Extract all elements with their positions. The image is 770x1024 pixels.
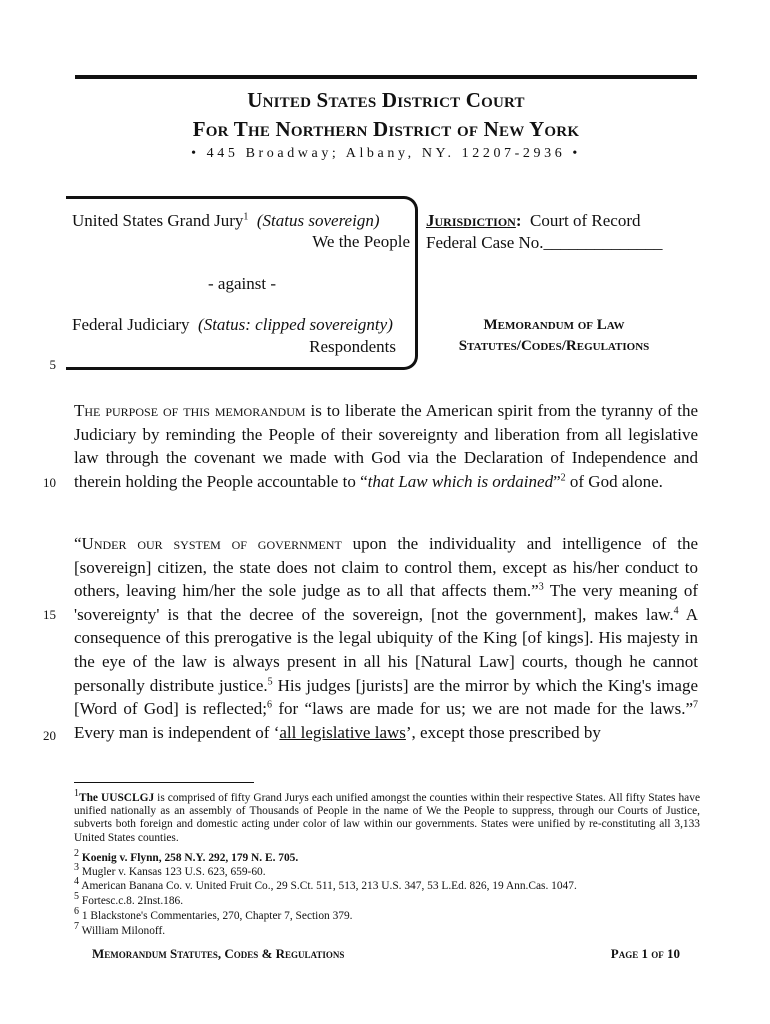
footnote-text: Mugler v. Kansas 123 U.S. 623, 659-60. (81, 866, 266, 878)
footnote-text: is comprised of fifty Grand Jurys each unified amongst the counties within their respective States. All fifty States have unified nationally as an assembly of Thousands of People in the name of We the People to suppress, through our Courts of Justice, subverts both foreign and domestic acting under color of law within our governments. States were unified by re-constituting all 3,133 United States counties. (74, 792, 700, 844)
footnote-ref: 5 (267, 675, 273, 687)
quoted-phrase: that Law which is ordained (367, 471, 554, 491)
footnote-bold: The UUSCLGJ (79, 792, 155, 804)
footnote-ref: 3 (538, 581, 544, 593)
footnote-number: 1 (74, 788, 79, 800)
footnote-ref: 7 (693, 699, 698, 711)
footnote-text: William Milonoff. (81, 925, 166, 937)
versus-label: - against - (208, 274, 276, 293)
footnote-number: 5 (74, 891, 79, 903)
paragraph-text: upon the individuality and intelligence of the [sovereign] citizen, the state does not claim to control them, except as his/her conduct to others, leaving him/her the sole judge as to all that affects them.” (74, 534, 698, 601)
footnote-text: 1 Blackstone's Commentaries, 270, Chapter 7, Section 379. (81, 910, 353, 922)
court-district (75, 117, 697, 142)
line-number: 20 (43, 728, 56, 743)
paragraph-text: Every man is independent of ‘ (74, 722, 280, 742)
court-name (75, 88, 697, 113)
footnote-ref: 1 (243, 211, 249, 223)
footnote-number: 3 (74, 862, 79, 874)
line-number: 10 (43, 475, 56, 490)
paragraph-lead: The purpose of this memorandum (74, 401, 306, 420)
paragraph-text: is to liberate the American spirit from the tyranny of the Judiciary by reminding the People of their sovereignty and liberation from all legislative law through the covenant we made with God via the Declaration of Independence and therein holding the People accountable to “ (74, 401, 699, 491)
footnote-number: 6 (74, 906, 79, 918)
plaintiff-name: United States Grand Jury (72, 211, 244, 230)
paragraph-text: for “laws are made for us; we are not made for the laws.” (272, 699, 693, 719)
underlined-phrase: all legislative laws (279, 722, 406, 742)
federal-case-number: Federal Case No.______________ (426, 233, 663, 252)
footnote-ref: 2 (560, 472, 566, 484)
defendant-line (72, 315, 393, 335)
body-paragraph-1 (74, 399, 698, 493)
court-line-2: For The Northern District of New York (192, 117, 580, 141)
footnote-7 (74, 921, 700, 938)
footnote-ref: 4 (673, 605, 679, 617)
footnote-number: 4 (74, 876, 79, 888)
paragraph-text: of God alone. (565, 471, 663, 491)
plaintiff-status: (Status sovereign) (256, 211, 380, 230)
header-rule (75, 75, 697, 79)
defendant-name: Federal Judiciary (72, 315, 190, 334)
court-address: • 445 Broadway; Albany, NY. 12207-2936 • (191, 146, 581, 161)
line-number: 5 (49, 357, 56, 372)
paragraph-text: ” (553, 471, 561, 491)
defendant-status: (Status: clipped sovereignty) (198, 315, 393, 334)
paragraph-text: The very meaning of 'sovereignty' is that the decree of the sovereign, [not the government], makes law. (74, 581, 698, 624)
memo-title-line-1: Memorandum of Law (483, 317, 625, 333)
body-paragraph-2 (74, 532, 698, 744)
footnote-text: Koenig v. Flynn, 258 N.Y. 292, 179 N. E. 705. (81, 852, 299, 864)
footnote-1 (74, 788, 700, 845)
footnote-3 (74, 862, 700, 879)
footnote-number: 7 (74, 921, 79, 933)
plaintiff-role: We the People (312, 232, 410, 251)
defendant-role: Respondents (309, 337, 396, 356)
jurisdiction-label: Jurisdiction (426, 211, 516, 230)
line-number: 15 (43, 607, 56, 622)
footnote-5 (74, 891, 700, 908)
memo-title-line-2: Statutes/Codes/Regulations (458, 338, 650, 354)
footer-title: Memorandum Statutes, Codes & Regulations (92, 946, 345, 961)
jurisdiction-line: Jurisdiction: Court of Record (426, 211, 641, 230)
paragraph-text: His judges [jurists] are the mirror by which the King's image [Word of God] is reflected; (74, 675, 698, 719)
paragraph-open: “U (74, 534, 94, 553)
paragraph-lead: nder our system of government (93, 534, 342, 553)
footnote-4 (74, 876, 700, 893)
footnote-6 (74, 906, 700, 923)
paragraph-text: ’, except those prescribed by (405, 722, 601, 742)
footnote-2 (74, 848, 700, 865)
footnote-ref: 6 (267, 699, 273, 711)
footnote-text: Fortesc.c.8. 2Inst.186. (81, 895, 184, 907)
plaintiff-line (72, 211, 380, 231)
page-number: Page 1 of 10 (610, 946, 680, 961)
jurisdiction-value: Court of Record (530, 211, 641, 230)
court-line-1: United States District Court (247, 88, 525, 112)
paragraph-text: A consequence of this prerogative is the legal ubiquity of the King [of kings]. His majesty in the eye of the law is always present in all his [Natural Law] courts, though he cannot personally distribute justice. (74, 604, 698, 695)
footnote-separator (74, 782, 254, 783)
footnote-number: 2 (74, 848, 79, 860)
footnote-text: American Banana Co. v. United Fruit Co., 29 S.Ct. 511, 513, 213 U.S. 347, 53 L.Ed. 826, 19 Ann.Cas. 1047. (81, 880, 577, 892)
